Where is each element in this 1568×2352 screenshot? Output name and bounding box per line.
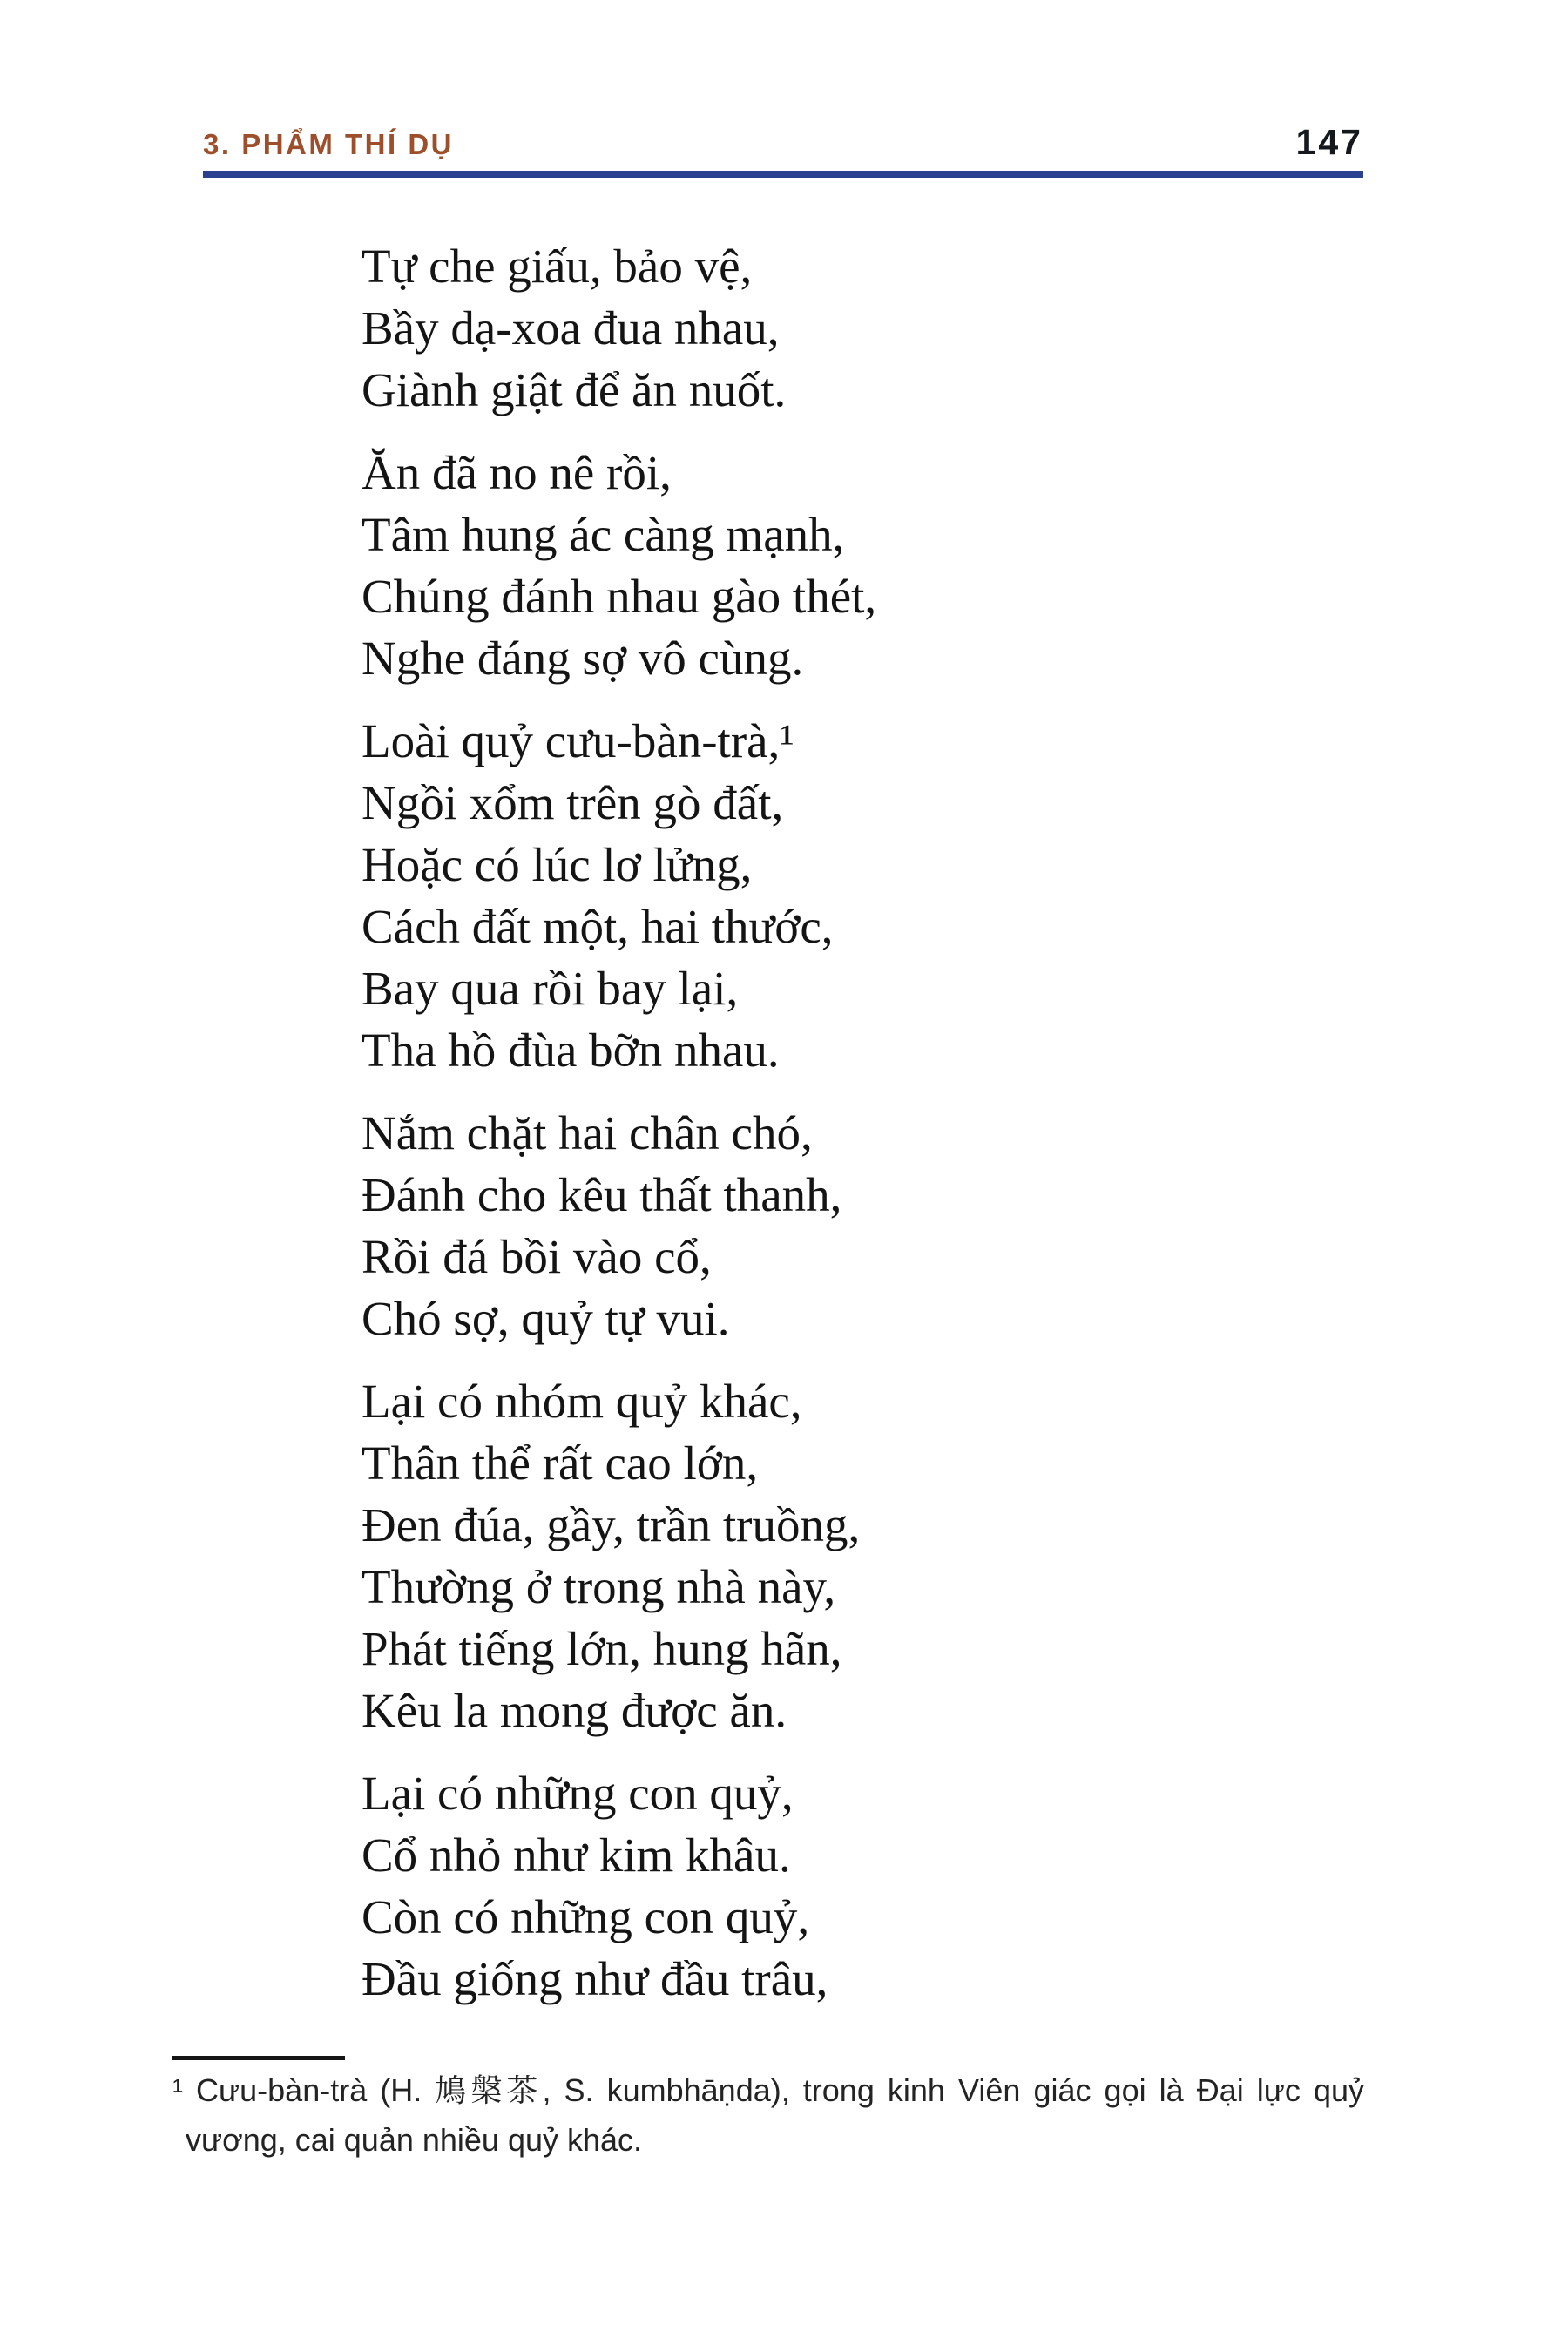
verse-line: Nghe đáng sợ vô cùng. xyxy=(362,632,804,685)
verse-line: Đen đúa, gầy, trần truồng, xyxy=(362,1498,861,1551)
verse-line: Đầu giống như đầu trâu, xyxy=(362,1952,828,2005)
page-number: 147 xyxy=(1295,122,1363,162)
verse-line: Đánh cho kêu thất thanh, xyxy=(362,1168,842,1221)
verse-line: Giành giật để ăn nuốt. xyxy=(362,363,787,416)
header-rule xyxy=(203,171,1363,178)
footnote-separator xyxy=(172,2056,345,2060)
stanza-5 xyxy=(362,1370,1320,1741)
verse-line: Tha hồ đùa bỡn nhau. xyxy=(362,1024,780,1077)
stanza-3 xyxy=(362,710,1320,1081)
verse-line: Ngồi xổm trên gò đất, xyxy=(362,776,784,829)
chapter-title: 3. PHẨM THÍ DỤ xyxy=(203,128,455,160)
stanza-2 xyxy=(362,442,1320,689)
verse-line: Phát tiếng lớn, hung hãn, xyxy=(362,1622,842,1675)
verse-line: Chó sợ, quỷ tự vui. xyxy=(362,1292,730,1345)
stanza-6 xyxy=(362,1762,1320,2010)
verse-line: Tự che giấu, bảo vệ, xyxy=(362,240,753,293)
stanza-1 xyxy=(362,235,1320,421)
page-header xyxy=(203,122,1363,163)
stanza-4 xyxy=(362,1102,1320,1349)
verse-line: Lại có những con quỷ, xyxy=(362,1767,794,1820)
verse-line: Loài quỷ cưu-bàn-trà,¹ xyxy=(362,714,794,767)
verse-line: Tâm hung ác càng mạnh, xyxy=(362,508,845,561)
footnote-line: ¹ Cưu-bàn-trà (H. 鳩槃茶, S. kumbhāṇda), trong kinh Viên giác gọi là Đại lực quỷ xyxy=(172,2072,1364,2108)
verse-line: Bầy dạ-xoa đua nhau, xyxy=(362,301,780,355)
footnote xyxy=(172,2065,1364,2165)
verse-line: Chúng đánh nhau gào thét, xyxy=(362,570,877,623)
verse-line: Cách đất một, hai thước, xyxy=(362,900,834,953)
verse-line: Cổ nhỏ như kim khâu. xyxy=(362,1828,791,1882)
verse-line: Thân thể rất cao lớn, xyxy=(362,1436,759,1490)
verse-line: Ăn đã no nê rồi, xyxy=(362,446,672,499)
verse-line: Còn có những con quỷ, xyxy=(362,1890,810,1943)
verse-line: Lại có nhóm quỷ khác, xyxy=(362,1375,802,1428)
verse-body xyxy=(362,235,1320,2031)
verse-line: Rồi đá bồi vào cổ, xyxy=(362,1230,712,1283)
verse-line: Bay qua rồi bay lại, xyxy=(362,962,739,1015)
footnote-line: vương, cai quản nhiều quỷ khác. xyxy=(186,2122,643,2158)
verse-line: Nắm chặt hai chân chó, xyxy=(362,1106,813,1159)
verse-line: Thường ở trong nhà này, xyxy=(362,1560,836,1613)
verse-line: Kêu la mong được ăn. xyxy=(362,1684,787,1737)
verse-line: Hoặc có lúc lơ lửng, xyxy=(362,838,753,891)
